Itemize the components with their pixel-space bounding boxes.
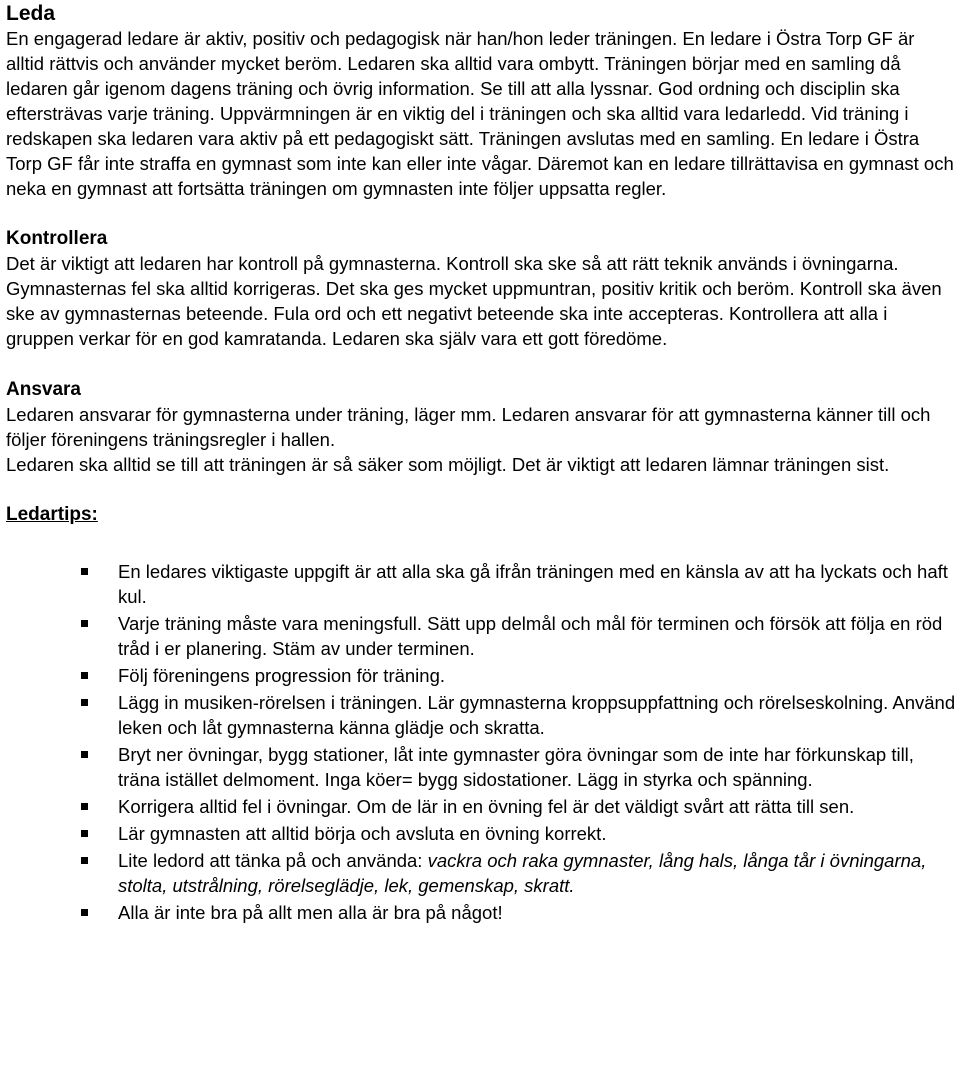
- kontrollera-heading: Kontrollera: [6, 228, 108, 249]
- ansvara-heading: Ansvara: [6, 379, 81, 400]
- list-item: [6, 559, 956, 609]
- page-title: Leda: [6, 2, 56, 25]
- square-bullet-icon: [81, 699, 88, 706]
- list-item: [6, 663, 956, 688]
- list-item: [6, 690, 956, 740]
- square-bullet-icon: [81, 751, 88, 758]
- list-item: [6, 821, 956, 846]
- list-item: [6, 611, 956, 661]
- list-item-text: Varje träning måste vara meningsfull. Sätt upp delmål och mål för terminen och försök att följa en röd tråd i er planering. Stäm av under terminen.: [118, 613, 943, 659]
- ledartips-list: [6, 559, 956, 925]
- list-item-text: Lär gymnasten att alltid börja och avsluta en övning korrekt.: [118, 823, 607, 844]
- ansvara-paragraph-2: Ledaren ska alltid se till att träningen är så säker som möjligt. Det är viktigt att ledaren lämnar träningen sist.: [6, 454, 890, 475]
- list-item-text: Alla är inte bra på allt men alla är bra på något!: [118, 902, 503, 923]
- list-item: [6, 742, 956, 792]
- leda-paragraph: En engagerad ledare är aktiv, positiv och pedagogisk när han/hon leder träningen. En ledare i Östra Torp GF är alltid rättvis och använder mycket beröm. Ledaren ska alltid vara ombytt. Träningen börjar med en samling då ledaren går igenom dagens träning och övrig information. Se till att alla lyssnar. God ordning och disciplin ska eftersträvas varje träning. Uppvärmningen är en viktig del i träningen och ska alltid vara ledarledd. Vid träning i redskapen ska ledaren vara aktiv på ett pedagogiskt sätt. Träningen avslutas med en samling. En ledare i Östra Torp GF får inte straffa en gymnast som inte kan eller inte vågar. Däremot kan en ledare tillrättavisa en gymnast och neka en gymnast att fortsätta träningen om gymnasten inte följer uppsatta regler.: [6, 28, 954, 199]
- spacer: [6, 201, 956, 226]
- square-bullet-icon: [81, 620, 88, 627]
- list-item: [6, 848, 956, 898]
- square-bullet-icon: [81, 830, 88, 837]
- ledartips-heading: Ledartips:: [6, 504, 98, 525]
- ansvara-paragraph-1: Ledaren ansvarar för gymnasterna under träning, läger mm. Ledaren ansvarar för att gymnasterna känner till och följer föreningens träningsregler i hallen.: [6, 404, 931, 450]
- list-item-text: Följ föreningens progression för träning.: [118, 665, 446, 686]
- kontrollera-paragraph: Det är viktigt att ledaren har kontroll på gymnasterna. Kontroll ska ske så att rätt teknik används i övningarna. Gymnasternas fel ska alltid korrigeras. Det ska ges mycket uppmuntran, positiv kritik och beröm. Kontroll ska även ske av gymnasternas beteende. Fula ord och ett negativt beteende ska inte accepteras. Kontrollera att alla i gruppen verkar för en god kamratanda. Ledaren ska själv vara ett gott föredöme.: [6, 253, 942, 349]
- list-item-text: En ledares viktigaste uppgift är att alla ska gå ifrån träningen med en känsla av att ha lyckats och haft kul.: [118, 561, 948, 607]
- list-item-text-prefix: Lite ledord att tänka på och använda:: [118, 850, 428, 871]
- spacer: [6, 527, 956, 559]
- spacer: [6, 351, 956, 377]
- list-item-text-italic: vackra och raka gymnaster, lång hals, långa tår i övningarna, stolta, utstrålning, rörelseglädje, lek, gemenskap, skratt.: [118, 850, 927, 896]
- square-bullet-icon: [81, 803, 88, 810]
- list-item-text: Korrigera alltid fel i övningar. Om de lär in en övning fel är det väldigt svårt att rätta till sen.: [118, 796, 855, 817]
- square-bullet-icon: [81, 568, 88, 575]
- square-bullet-icon: [81, 672, 88, 679]
- list-item-text: Bryt ner övningar, bygg stationer, låt inte gymnaster göra övningar som de inte har förkunskap till, träna istället delmoment. Inga köer= bygg sidostationer. Lägg in styrka och spänning.: [118, 744, 914, 790]
- square-bullet-icon: [81, 857, 88, 864]
- document-page: [6, 0, 956, 927]
- list-item-text: Lägg in musiken-rörelsen i träningen. Lär gymnasterna kroppsuppfattning och rörelseskolning. Använd leken och låt gymnasterna känna glädje och skratta.: [118, 692, 956, 738]
- list-item: [6, 794, 956, 819]
- spacer: [6, 477, 956, 502]
- square-bullet-icon: [81, 909, 88, 916]
- list-item: [6, 900, 956, 925]
